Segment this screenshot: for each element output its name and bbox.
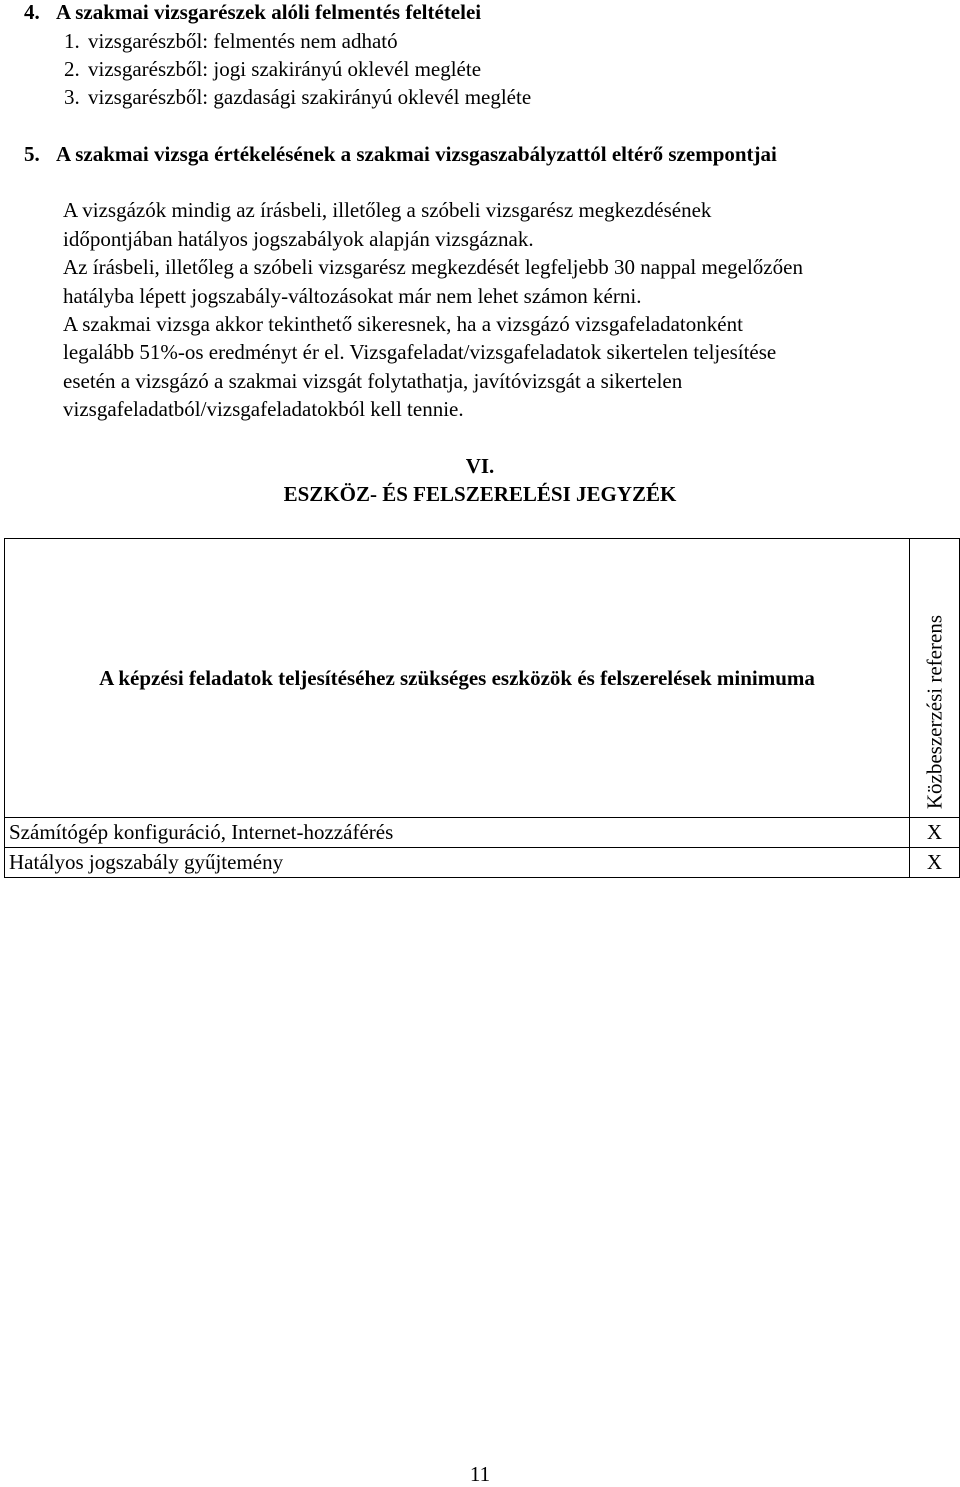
list-item-number: 3. xyxy=(64,85,80,109)
list-item-number: 2. xyxy=(64,57,80,81)
list-item-text: vizsgarészből: felmentés nem adható xyxy=(88,29,398,53)
table-row xyxy=(5,848,960,878)
paragraph-line: esetén a vizsgázó a szakmai vizsgát folytathatja, javítóvizsgát a sikertelen xyxy=(63,369,683,393)
table-header-main-label: A képzési feladatok teljesítéséhez szükséges eszközök és felszerelések minimuma xyxy=(99,665,815,690)
section-4-number: 4. xyxy=(24,0,40,24)
table-cell-item: Hatályos jogszabály gyűjtemény xyxy=(5,848,910,878)
paragraph-line: legalább 51%-os eredményt ér el. Vizsgafeladat/vizsgafeladatok sikertelen teljesítése xyxy=(63,340,777,364)
list-item-text: vizsgarészből: gazdasági szakirányú oklevél megléte xyxy=(88,85,532,109)
table-header-main xyxy=(5,539,910,818)
paragraph-line: hatályba lépett jogszabály-változásokat már nem lehet számon kérni. xyxy=(63,284,642,308)
equipment-table xyxy=(4,538,960,878)
list-item xyxy=(64,85,531,110)
list-item xyxy=(64,57,481,82)
list-item-number: 1. xyxy=(64,29,80,53)
paragraph-line: A szakmai vizsga akkor tekinthető sikeresnek, ha a vizsgázó vizsgafeladatonként xyxy=(63,312,743,336)
paragraph-line: időpontjában hatályos jogszabályok alapján vizsgáznak. xyxy=(63,227,534,251)
page-number: 11 xyxy=(469,1462,491,1486)
table-header-row xyxy=(5,539,960,818)
table-cell-item: Számítógép konfiguráció, Internet-hozzáférés xyxy=(5,818,910,848)
chapter-title: ESZKÖZ- ÉS FELSZERELÉSI JEGYZÉK xyxy=(283,482,677,506)
table-row xyxy=(5,818,960,848)
table-cell-mark: X xyxy=(910,848,960,878)
table-cell-mark: X xyxy=(910,818,960,848)
paragraph-line: A vizsgázók mindig az írásbeli, illetőleg a szóbeli vizsgarész megkezdésének xyxy=(63,198,712,222)
list-item xyxy=(64,29,398,54)
section-5-number: 5. xyxy=(24,142,40,166)
chapter-number: VI. xyxy=(465,454,495,478)
section-5-title: A szakmai vizsga értékelésének a szakmai vizsgaszabályzattól eltérő szempontjai xyxy=(56,142,777,166)
paragraph-line: vizsgafeladatból/vizsgafeladatokból kell tennie. xyxy=(63,397,464,421)
table-header-side xyxy=(910,539,960,818)
list-item-text: vizsgarészből: jogi szakirányú oklevél megléte xyxy=(88,57,482,81)
paragraph-line: Az írásbeli, illetőleg a szóbeli vizsgarész megkezdését legfeljebb 30 nappal megelőzően xyxy=(63,255,803,279)
section-4-title: A szakmai vizsgarészek alóli felmentés feltételei xyxy=(56,0,482,24)
table-header-side-label: Közbeszerzési referens xyxy=(922,614,946,809)
